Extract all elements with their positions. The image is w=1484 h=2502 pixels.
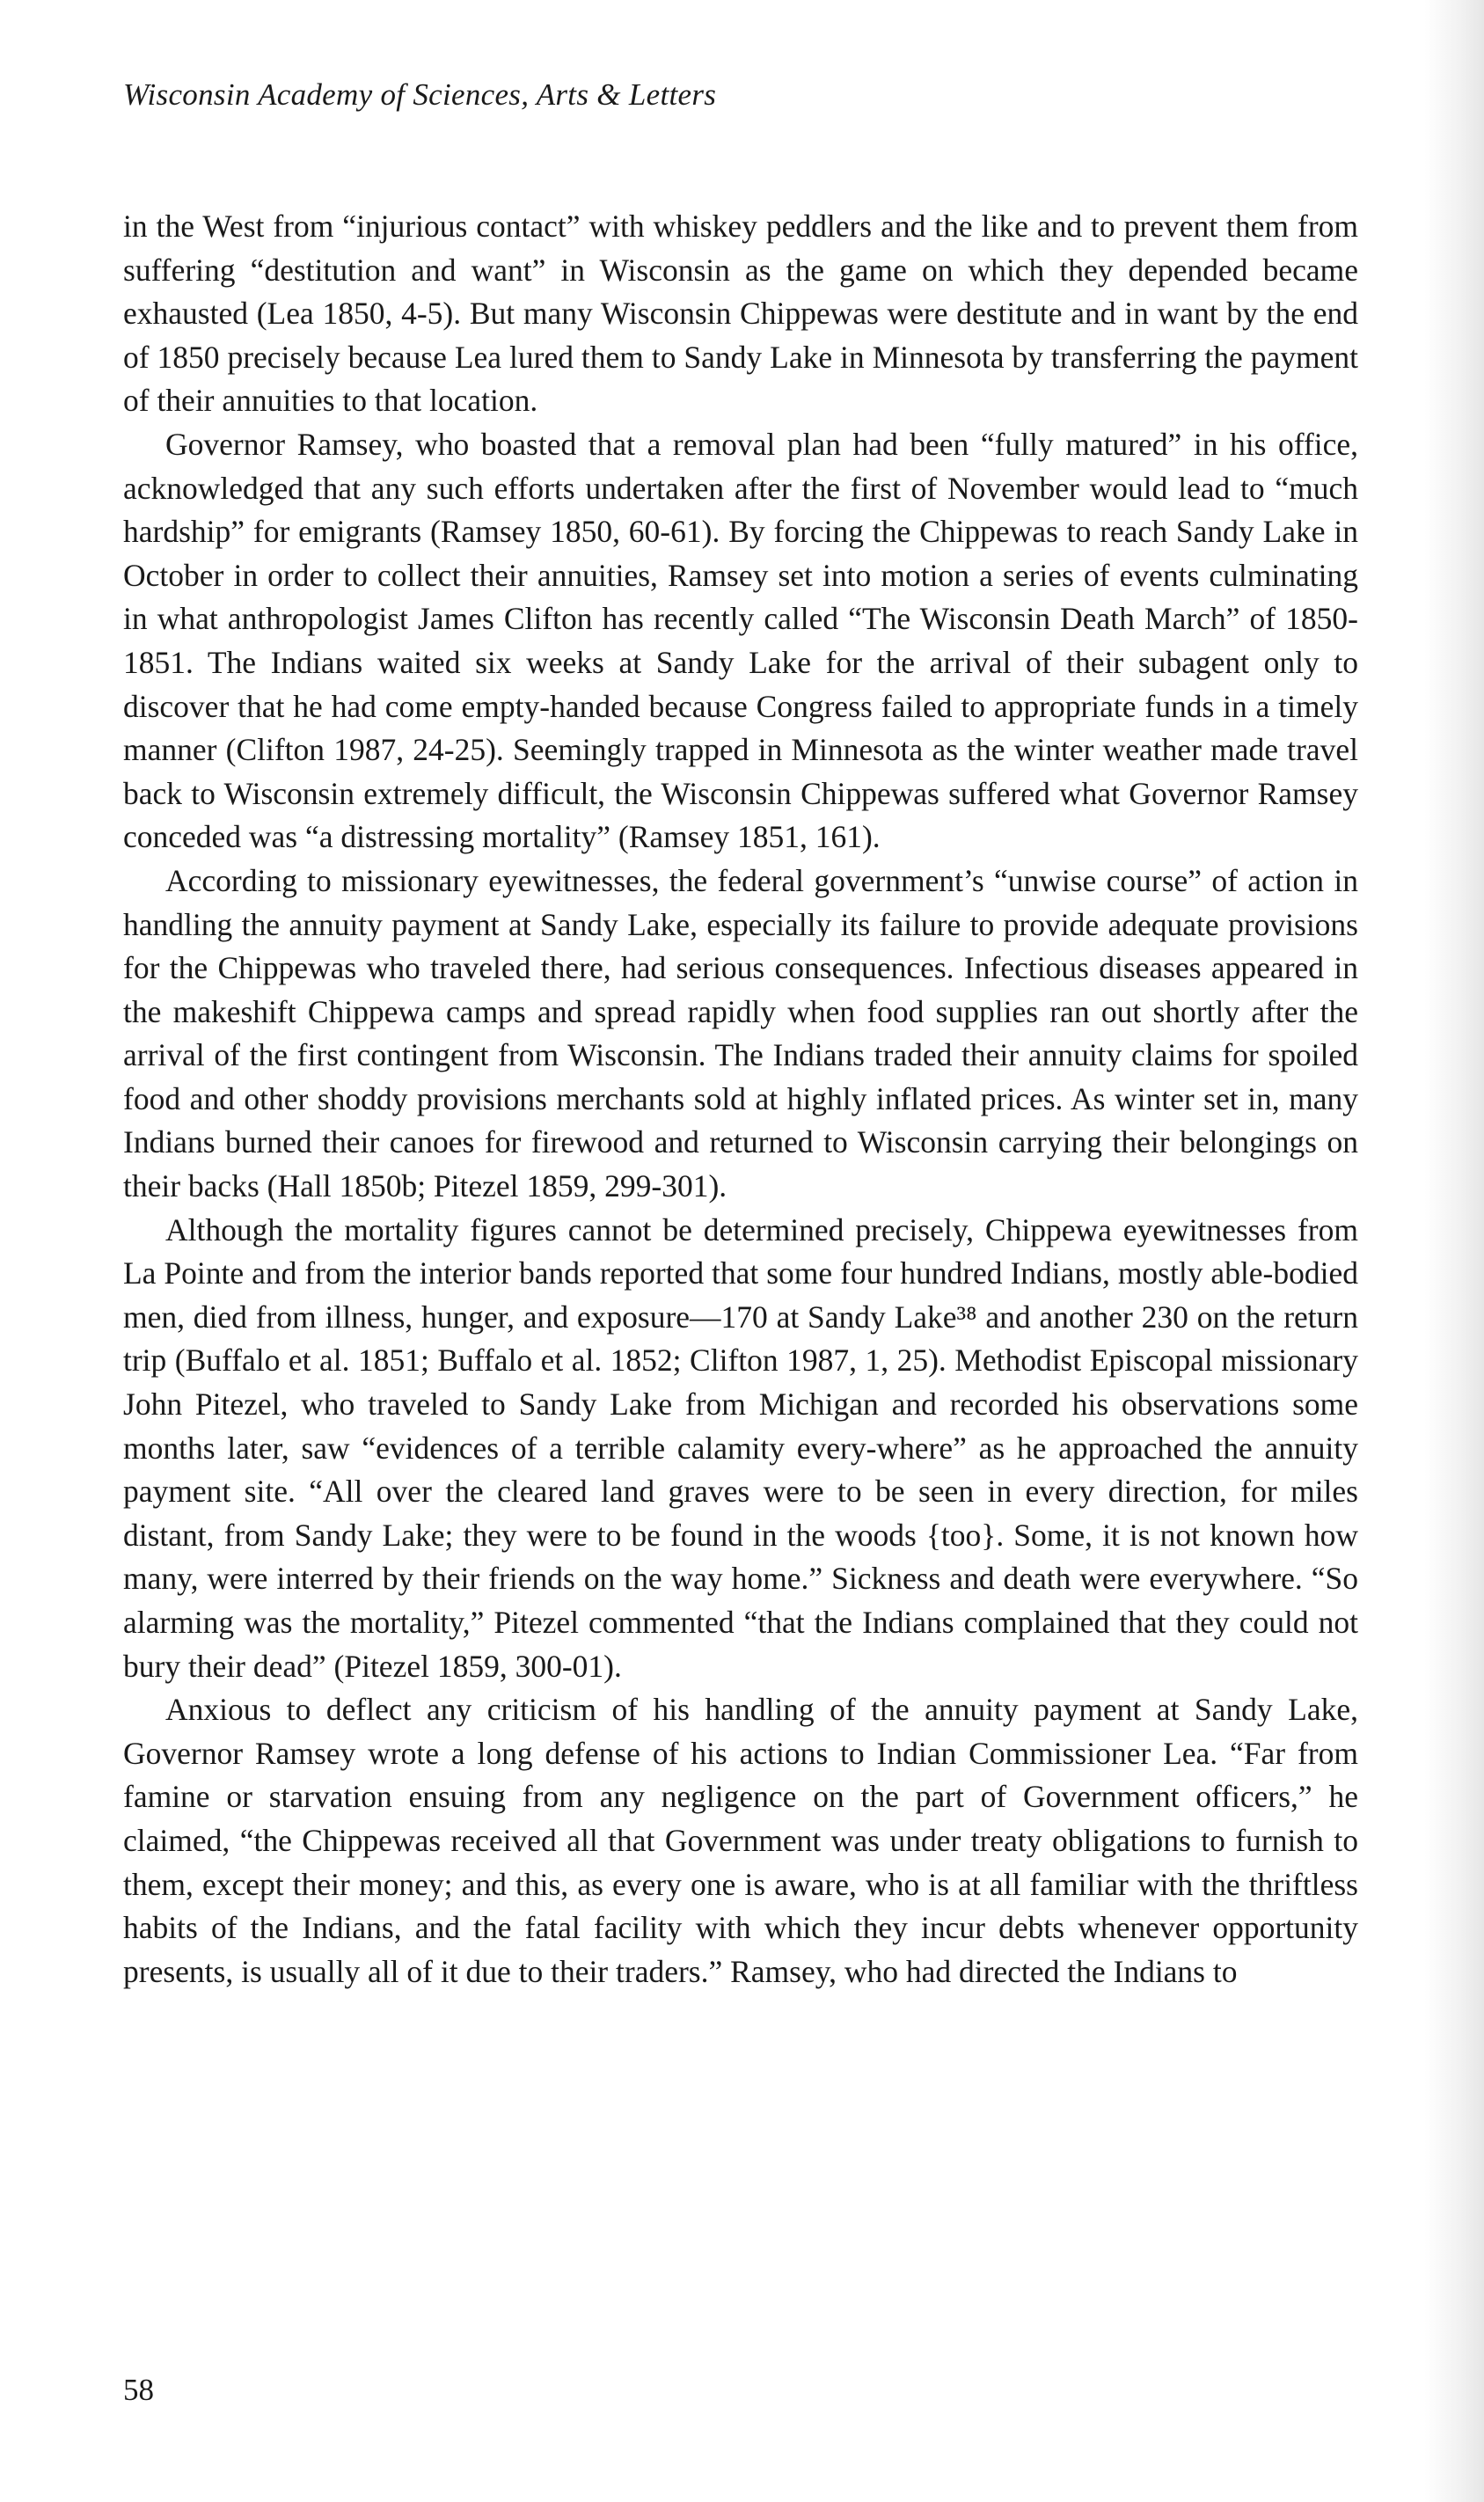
paragraph-3: According to missionary eyewitnesses, the federal government’s “unwise course” of action in handling the annuity payment at Sandy Lake, especially its failure to provide adequate provisions for the Chippewas who traveled there, had serious consequences. Infectious diseases appeared in the makeshift Chippewa camps and spread rapidly when food supplies ran out shortly after the arrival of the first contingent from Wisconsin. The Indians traded their annuity claims for spoiled food and other shoddy provisions merchants sold at highly inflated prices. As winter set in, many Indians burned their canoes for firewood and returned to Wisconsin carrying their belongings on their backs (Hall 1850b; Pitezel 1859, 299-301). [123, 862, 1358, 1204]
page-number: 58 [123, 2373, 154, 2407]
paragraph-1: in the West from “injurious contact” with whiskey peddlers and the like and to prevent them from suffering “destitution and want” in Wisconsin as the game on which they depended became exhausted (Lea 1850, 4-5). But many Wisconsin Chippewas were destitute and in want by the end of 1850 precisely because Lea lured them to Sandy Lake in Minnesota by transferring the payment of their annuities to that location. [123, 208, 1358, 419]
paragraph-5: Anxious to deflect any criticism of his handling of the annuity payment at Sandy Lake, Governor Ramsey wrote a long defense of his actions to Indian Commissioner Lea. “Far from famine or starvation ensuing from any negligence on the part of Government officers,” he claimed, “the Chippewas received all that Government was under treaty obligations to furnish to them, except their money; and this, as every one is aware, who is at all familiar with the thriftless habits of the Indians, and the fatal facility with which they incur debts whenever opportunity presents, is usually all of it due to their traders.” Ramsey, who had directed the Indians to [123, 1692, 1358, 1989]
paragraph-2: Governor Ramsey, who boasted that a removal plan had been “fully matured” in his office, acknowledged that any such efforts undertaken after the first of November would lead to “much hardship” for emigrants (Ramsey 1850, 60-61). By forcing the Chippewas to reach Sandy Lake in October in order to collect their annuities, Ramsey set into motion a series of events culminating in what anthropologist James Clifton has recently called “The Wisconsin Death March” of 1850-1851. The Indians waited six weeks at Sandy Lake for the arrival of their subagent only to discover that he had come empty-handed because Congress failed to appropriate funds in a timely manner (Clifton 1987, 24-25). Seemingly trapped in Minnesota as the winter weather made travel back to Wisconsin extremely difficult, the Wisconsin Chippewas suffered what Governor Ramsey conceded was “a distressing mortality” (Ramsey 1851, 161). [123, 426, 1358, 855]
body-text [123, 205, 1358, 1994]
paragraph-4: Although the mortality figures cannot be determined precisely, Chippewa eyewitnesses from La Pointe and from the interior bands reported that some four hundred Indians, mostly able-bodied men, died from illness, hunger, and exposure—170 at Sandy Lake³⁸ and another 230 on the return trip (Buffalo et al. 1851; Buffalo et al. 1852; Clifton 1987, 1, 25). Methodist Episcopal missionary John Pitezel, who traveled to Sandy Lake from Michigan and recorded his observations some months later, saw “evidences of a terrible calamity every-where” as he approached the annuity payment site. “All over the cleared land graves were to be seen in every direction, for miles distant, from Sandy Lake; they were to be found in the woods {too}. Some, it is not known how many, were interred by their friends on the way home.” Sickness and death were everywhere. “So alarming was the mortality,” Pitezel commented “that the Indians complained that they could not bury their dead” (Pitezel 1859, 300-01). [123, 1211, 1358, 1684]
running-head: Wisconsin Academy of Sciences, Arts & Letters [123, 77, 717, 112]
